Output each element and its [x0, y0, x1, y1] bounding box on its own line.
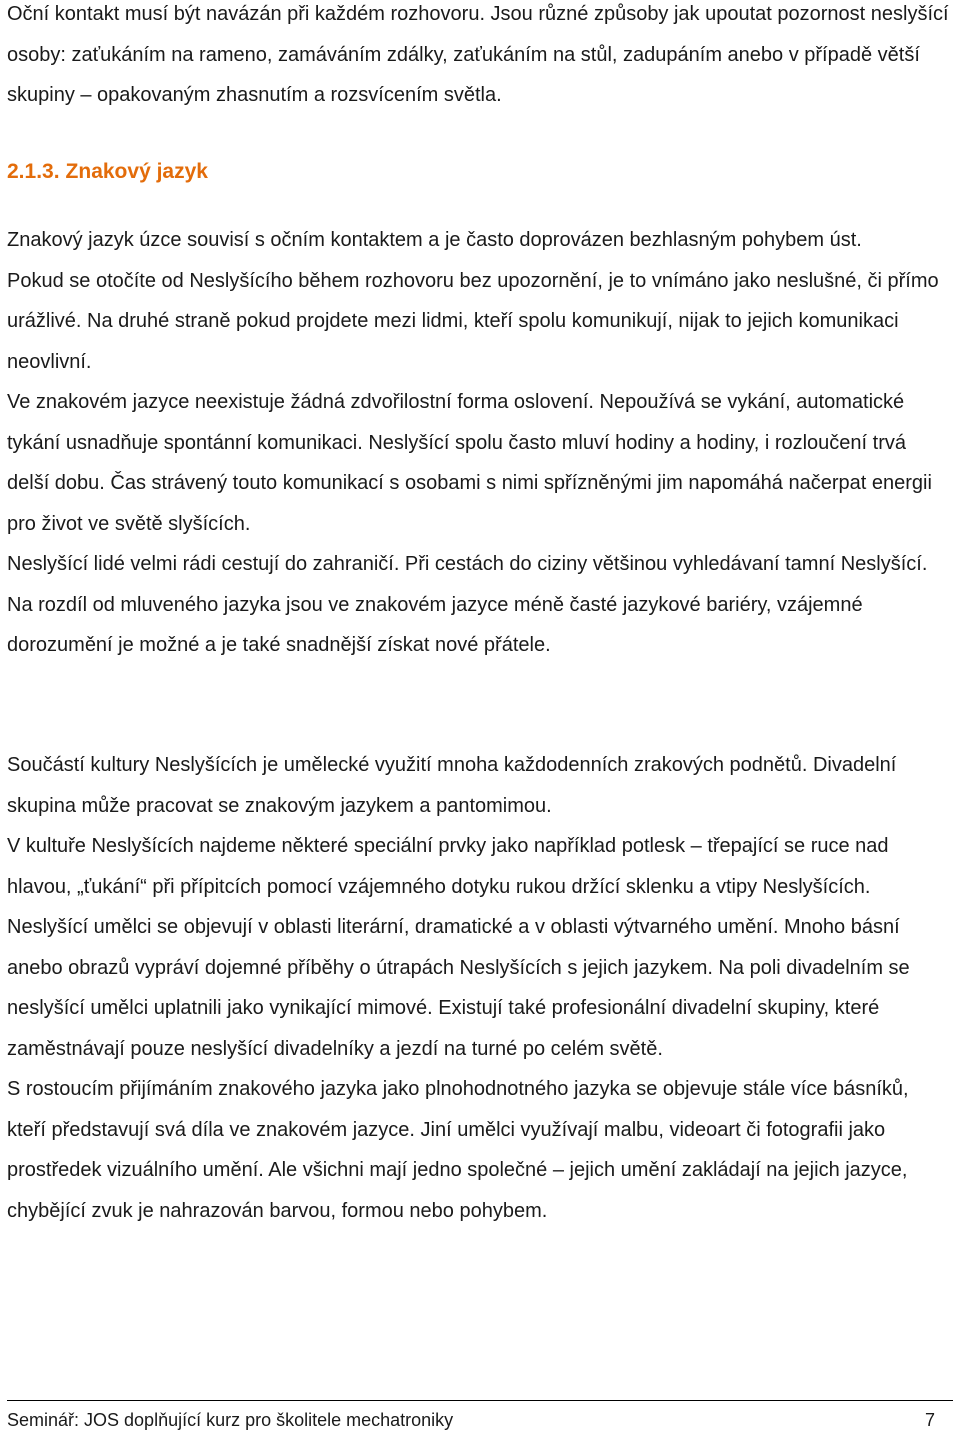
section-body-a	[7, 220, 952, 666]
paragraph: S rostoucím přijímáním znakového jazyka jako plnohodnotného jazyka se objevuje stále více básníků, kteří představují svá díla ve znakovém jazyce. Jiní umělci využívají malbu, videoart či fotografii jako prostředek vizuálního umění. Ale všichni mají jedno společné – jejich umění zakládají na jejich jazyce, chybějící zvuk je nahrazován barvou, formou nebo pohybem.	[7, 1078, 909, 1222]
paragraph: Pokud se otočíte od Neslyšícího během rozhovoru bez upozornění, je to vnímáno jako neslušné, či přímo urážlivé. Na druhé straně pokud projdete mezi lidmi, kteří spolu komunikují, nijak to jejich komunikaci neovlivní.	[7, 269, 939, 373]
paragraph: V kultuře Neslyšících najdeme některé speciální prvky jako například potlesk – třepající se ruce nad hlavou, „ťukání“ při přípitcích pomocí vzájemného dotyku rukou držící sklenku a vtipy Neslyšících. Neslyšící umělci se objevují v oblasti literární, dramatické a v oblasti výtvarného umění. Mnoho básní anebo obrazů vypráví dojemné příběhy o útrapách Neslyšících s jejich jazykem. Na poli divadelním se neslyšící umělci uplatnili jako vynikající mimové. Existují také profesionální divadelní skupiny, které zaměstnávají pouze neslyšící divadelníky a jezdí na turné po celém světě.	[7, 835, 910, 1060]
page-number: 7	[924, 1410, 935, 1430]
paragraph: Součástí kultury Neslyšících je umělecké využití mnoha každodenních zrakových podnětů. Divadelní skupina může pracovat se znakovým jazykem a pantomimou.	[7, 754, 897, 817]
section-number: 2.1.3.	[7, 160, 60, 183]
footer-text: Seminář: JOS doplňující kurz pro školitele mechatroniky	[7, 1410, 454, 1430]
page-footer	[7, 1400, 953, 1439]
section-title: Znakový jazyk	[65, 160, 208, 183]
paragraph: Ve znakovém jazyce neexistuje žádná zdvořilostní forma oslovení. Nepoužívá se vykání, automatické tykání usnadňuje spontánní komunikaci. Neslyšící spolu často mluví hodiny a hodiny, i rozloučení trvá delší dobu. Čas strávený touto komunikací s osobami s nimi spřízněnými jim napomáhá načerpat energii pro život ve světě slyšících.	[7, 391, 932, 535]
intro-paragraph: Oční kontakt musí být navázán při každém rozhovoru. Jsou různé způsoby jak upoutat pozornost neslyšící osoby: zaťukáním na rameno, zamáváním zdálky, zaťukáním na stůl, zadupáním anebo v případě větší skupiny – opakovaným zhasnutím a rozsvícením světla.	[7, 3, 949, 106]
paragraph: Znakový jazyk úzce souvisí s očním kontaktem a je často doprovázen bezhlasným pohybem úst.	[7, 229, 862, 251]
section-body-b	[7, 745, 952, 1231]
section-heading	[7, 152, 208, 192]
paragraph: Neslyšící lidé velmi rádi cestují do zahraničí. Při cestách do ciziny většinou vyhledávaní tamní Neslyšící. Na rozdíl od mluveného jazyka jsou ve znakovém jazyce méně časté jazykové bariéry, vzájemné dorozumění je možné a je také snadnější získat nové přátele.	[7, 553, 928, 656]
